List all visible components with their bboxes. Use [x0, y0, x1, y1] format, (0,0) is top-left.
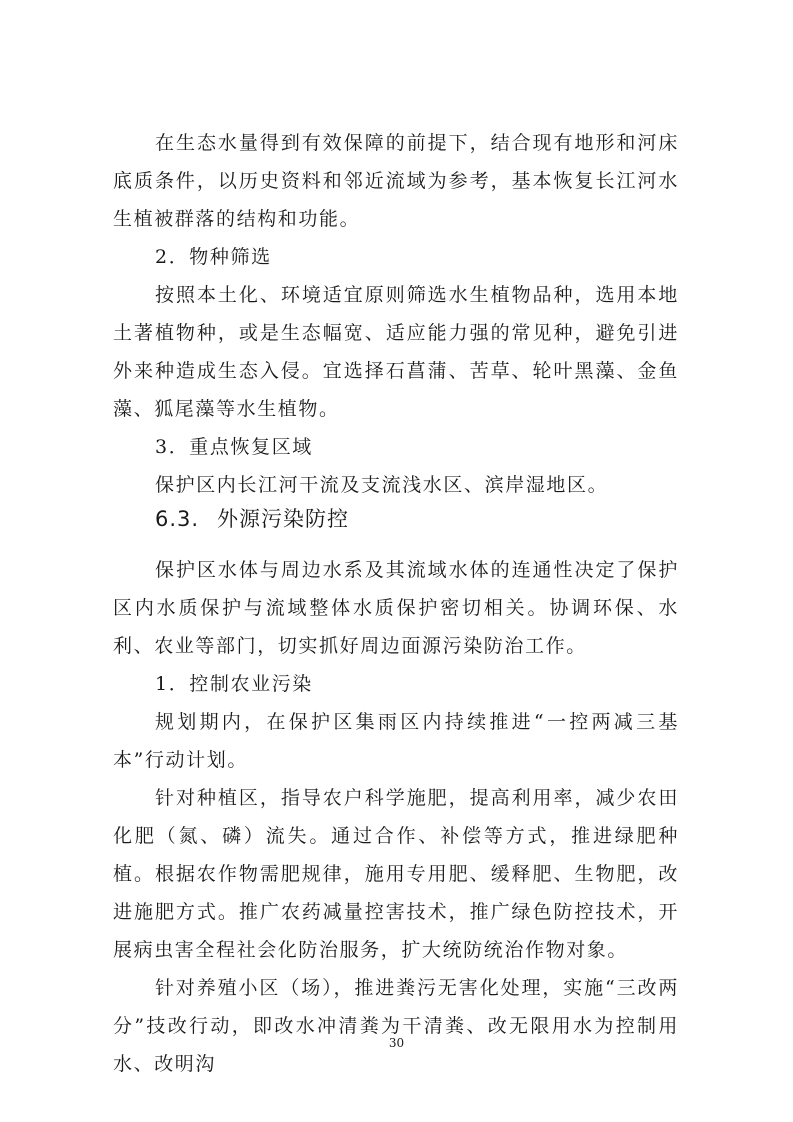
page-number: 30 [388, 1036, 405, 1050]
paragraph: 保护区水体与周边水系及其流域水体的连通性决定了保护区内水质保护与流域整体水质保护密切相关。协调环保、水利、农业等部门，切实抓好周边面源污染防治工作。 [113, 559, 679, 657]
list-heading: 2．物种筛选 [155, 246, 272, 268]
paragraph: 保护区内长江河干流及支流浅水区、滨岸湿地区。 [155, 474, 609, 496]
list-heading: 3．重点恢复区域 [155, 436, 313, 458]
paragraph: 按照本土化、环境适宜原则筛选水生植物品种，选用本地土著植物种，或是生态幅宽、适应能力强的常见种，避免引进外来种造成生态入侵。宜选择石菖蒲、苦草、轮叶黑藻、金鱼藻、狐尾藻等水生植物。 [113, 284, 679, 420]
paragraph: 在生态水量得到有效保障的前提下，结合现有地形和河床底质条件，以历史资料和邻近流域为参考，基本恢复长江河水生植被群落的结构和功能。 [113, 132, 679, 230]
paragraph: 针对种植区，指导农户科学施肥，提高利用率，减少农田化肥（氮、磷）流失。通过合作、补偿等方式，推进绿肥种植。根据农作物需肥规律，施用专用肥、缓释肥、生物肥，改进施肥方式。推广农药减量控害技术，推广绿色防控技术，开展病虫害全程社会化防治服务，扩大统防统治作物对象。 [113, 787, 679, 961]
section-number: 6.3. [155, 507, 200, 531]
paragraph: 规划期内，在保护区集雨区内持续推进“一控两减三基本”行动计划。 [113, 711, 679, 771]
paragraph: 针对养殖小区（场），推进粪污无害化处理，实施“三改两分”技改行动，即改水冲清粪为干清粪、改无限用水为控制用水、改明沟 [113, 977, 679, 1075]
list-heading: 1．控制农业污染 [155, 673, 313, 695]
section-heading [155, 504, 349, 534]
section-title: 外源污染防控 [217, 507, 349, 531]
